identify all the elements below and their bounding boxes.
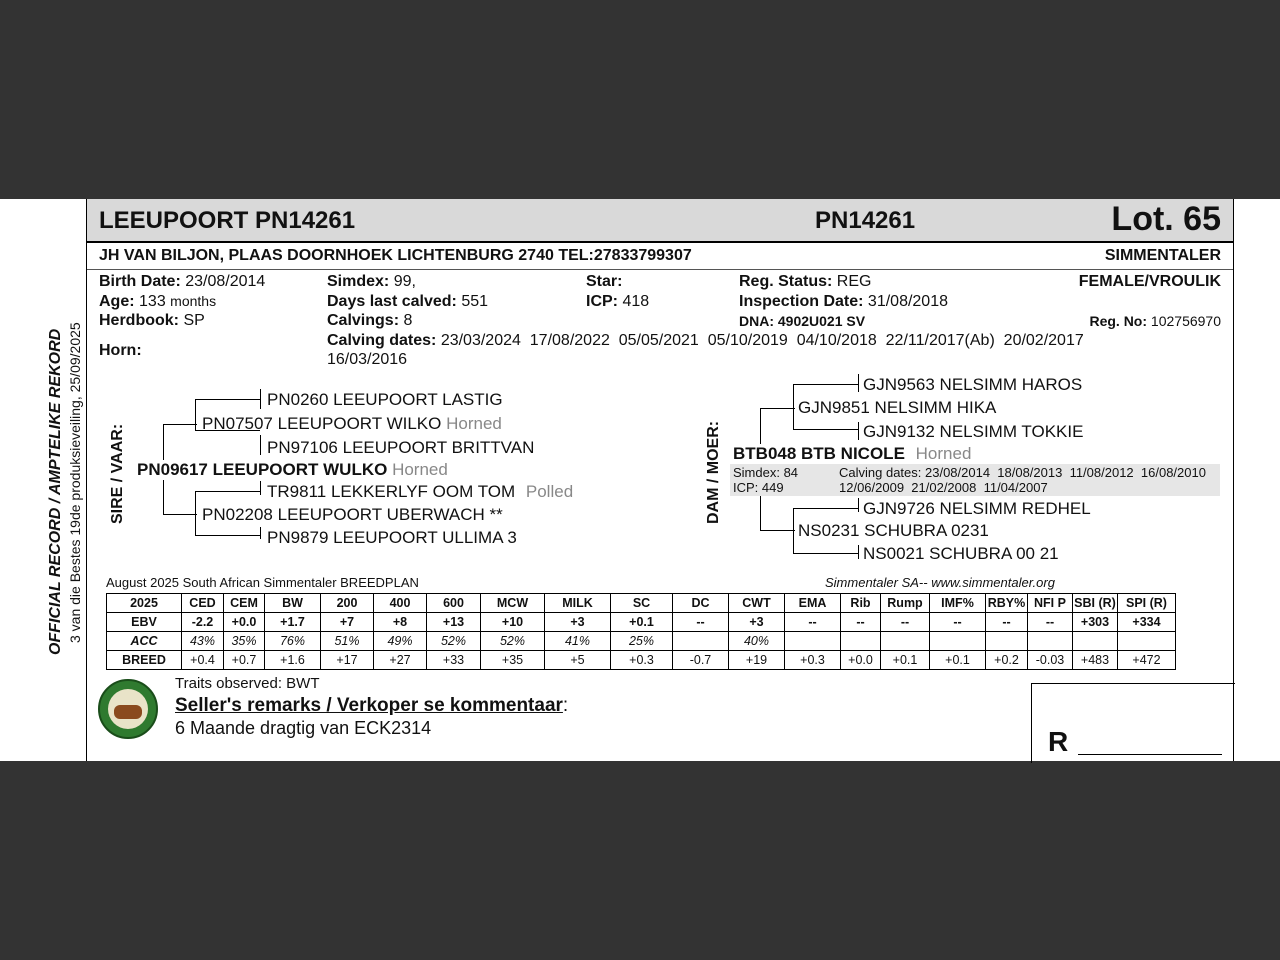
ebv-header-cell: SPI (R) — [1118, 594, 1176, 613]
acc-cell: 76% — [265, 632, 321, 651]
breed-cell: +17 — [321, 651, 374, 670]
ebv-cell: -- — [673, 613, 729, 632]
official-record-label: OFFICIAL RECORD / AMPTELIKE REKORD — [47, 328, 64, 655]
ebv-cell: -- — [881, 613, 930, 632]
acc-cell: 49% — [374, 632, 427, 651]
sire-sire-name: PN07507 LEEUPOORT WILKO — [202, 414, 442, 433]
breed-cell: +0.1 — [881, 651, 930, 670]
sire-dam: PN02208 LEEUPOORT UBERWACH ** — [202, 505, 503, 524]
inspection-value: 31/08/2018 — [867, 293, 948, 310]
ebv-cell: +0.0 — [224, 613, 265, 632]
ebv-header-cell: MCW — [481, 594, 545, 613]
dam-dam: NS0231 SCHUBRA 0231 — [798, 521, 989, 540]
acc-cell — [1118, 632, 1176, 651]
sex-label: FEMALE/VROULIK — [1078, 273, 1221, 290]
ebv-header-cell: MILK — [545, 594, 611, 613]
lot-card — [0, 199, 1280, 761]
ebv-header-row — [107, 594, 1176, 613]
breed-cell: +483 — [1073, 651, 1118, 670]
ebv-cell: +303 — [1073, 613, 1118, 632]
reg-no-label: Reg. No: — [1089, 313, 1148, 329]
calving-dates-label: Calving dates: — [327, 332, 437, 349]
dam — [733, 444, 971, 464]
ebv-cell: +1.7 — [265, 613, 321, 632]
title-bar — [87, 199, 1233, 243]
price-box — [1031, 683, 1235, 763]
dam-label: DAM / MOER: — [705, 420, 722, 524]
sire-sire — [202, 414, 502, 434]
ebv-cell: +334 — [1118, 613, 1176, 632]
herdbook-row — [99, 312, 205, 330]
acc-cell: 35% — [224, 632, 265, 651]
breeder-bar — [87, 243, 1233, 270]
ebv-table — [106, 593, 1176, 670]
dam-dam-sire: GJN9726 NELSIMM REDHEL — [863, 499, 1091, 518]
ebv-header-cell: 2025 — [107, 594, 182, 613]
calvings-row — [327, 312, 412, 330]
ebv-header-cell: SC — [611, 594, 673, 613]
days-calved-value: 551 — [461, 293, 489, 310]
acc-cell — [986, 632, 1028, 651]
dam-note: Horned — [915, 444, 972, 463]
ebv-header-cell: Rib — [841, 594, 881, 613]
ebv-header-cell: CWT — [729, 594, 785, 613]
sire-sire-sire: PN0260 LEEUPOORT LASTIG — [267, 390, 503, 409]
breed-cell: -0.03 — [1028, 651, 1073, 670]
sire-name: PN09617 LEEUPOORT WULKO — [137, 460, 388, 479]
age-unit: months — [170, 293, 217, 309]
calving-dates-continued: 16/03/2016 — [327, 351, 408, 368]
dam-sire: GJN9851 NELSIMM HIKA — [798, 398, 997, 417]
sale-name-label: 3 van die Bestes 19de produksieveiling, 25/09/2025 — [67, 322, 83, 643]
ebv-cell: EBV — [107, 613, 182, 632]
sire — [137, 460, 448, 480]
dam-name: BTB048 BTB NICOLE — [733, 444, 905, 463]
birth-date-row — [99, 273, 265, 291]
days-calved-label: Days last calved: — [327, 293, 457, 310]
breed-cell: +5 — [545, 651, 611, 670]
herdbook-value: SP — [183, 312, 205, 329]
ebv-cell: -- — [986, 613, 1028, 632]
sire-sire-dam: PN97106 LEEUPOORT BRITTVAN — [267, 438, 535, 457]
breed-cell: +27 — [374, 651, 427, 670]
breed-cell: +0.0 — [841, 651, 881, 670]
herdbook-label: Herdbook: — [99, 312, 179, 329]
calving-dates-value: 23/03/2024 17/08/2022 05/05/2021 05/10/2019 04/10/2018 22/11/2017(Ab) 20/02/2017 — [440, 332, 1084, 349]
ebv-header-cell: 400 — [374, 594, 427, 613]
ebv-header-cell: Rump — [881, 594, 930, 613]
ebv-cell: -- — [930, 613, 986, 632]
acc-cell: 41% — [545, 632, 611, 651]
traits-observed: Traits observed: BWT — [175, 675, 320, 692]
acc-cell: 51% — [321, 632, 374, 651]
acc-cell: 40% — [729, 632, 785, 651]
ebv-cell: -- — [841, 613, 881, 632]
sire-label: SIRE / VAAR: — [109, 423, 126, 524]
ebv-header-cell: BW — [265, 594, 321, 613]
star-label: Star: — [586, 273, 623, 290]
acc-cell — [673, 632, 729, 651]
ebv-cell: -- — [1028, 613, 1073, 632]
ebv-cell: +7 — [321, 613, 374, 632]
ebv-header-cell: 600 — [427, 594, 481, 613]
ebv-header-cell: 200 — [321, 594, 374, 613]
acc-cell — [785, 632, 841, 651]
lot-number: Lot. 65 — [1111, 200, 1221, 238]
breed-cell: +35 — [481, 651, 545, 670]
dam-calving-dates-continued: 12/06/2009 21/02/2008 11/04/2007 — [839, 480, 1048, 495]
inspection-label: Inspection Date: — [739, 293, 864, 310]
age-label: Age: — [99, 293, 135, 310]
animal-id: PN14261 — [815, 207, 916, 234]
breeder-info: JH VAN BILJON, PLAAS DOORNHOEK LICHTENBURG 2740 TEL:27833799307 — [99, 247, 692, 264]
icp-row — [586, 293, 649, 311]
breed-cell: +0.3 — [611, 651, 673, 670]
ebv-header-cell: EMA — [785, 594, 841, 613]
breed-cell: +1.6 — [265, 651, 321, 670]
ebv-cell: +13 — [427, 613, 481, 632]
ebv-cell: +8 — [374, 613, 427, 632]
simdex-value: 99, — [393, 273, 416, 290]
acc-cell: ACC — [107, 632, 182, 651]
acc-row — [107, 632, 1176, 651]
ebv-cell: +0.1 — [611, 613, 673, 632]
days-calved-row — [327, 293, 488, 311]
ebv-header-cell: DC — [673, 594, 729, 613]
breed-cell: +0.4 — [182, 651, 224, 670]
ebv-cell: +10 — [481, 613, 545, 632]
price-line[interactable] — [1078, 754, 1222, 755]
breed-cell: BREED — [107, 651, 182, 670]
acc-cell — [930, 632, 986, 651]
sire-dam-dam: PN9879 LEEUPOORT ULLIMA 3 — [267, 528, 517, 547]
dam-sire-dam: GJN9132 NELSIMM TOKKIE — [863, 422, 1084, 441]
sire-note: Horned — [392, 460, 448, 479]
remarks-heading — [175, 695, 568, 717]
breed-row — [107, 651, 1176, 670]
breed-cell: +472 — [1118, 651, 1176, 670]
reg-status-row — [739, 273, 871, 291]
icp-value: 418 — [622, 293, 650, 310]
acc-cell: 43% — [182, 632, 224, 651]
simmentaler-logo — [98, 679, 158, 739]
breed-cell: +0.3 — [785, 651, 841, 670]
age-row — [99, 293, 216, 311]
age-value: 133 — [139, 293, 166, 310]
animal-name: LEEUPOORT PN14261 — [99, 207, 356, 234]
ebv-cell: -2.2 — [182, 613, 224, 632]
acc-cell: 52% — [427, 632, 481, 651]
ebv-row — [107, 613, 1176, 632]
dam-sire-sire: GJN9563 NELSIMM HAROS — [863, 375, 1083, 394]
reg-status-value: REG — [836, 273, 872, 290]
ebv-header-cell: SBI (R) — [1073, 594, 1118, 613]
breed-cell: +0.1 — [930, 651, 986, 670]
dna-code: DNA: 4902U021 SV — [739, 313, 866, 329]
simdex-label: Simdex: — [327, 273, 390, 290]
acc-cell — [841, 632, 881, 651]
horn-label: Horn: — [99, 342, 142, 359]
calvings-value: 8 — [403, 312, 413, 329]
dam-dam-dam: NS0021 SCHUBRA 00 21 — [863, 544, 1059, 563]
dam-icp: ICP: 449 — [733, 480, 784, 495]
ebv-header-cell: CEM — [224, 594, 265, 613]
dam-calving-dates: Calving dates: 23/08/2014 18/08/2013 11/08/2012 16/08/2010 — [839, 465, 1206, 480]
reg-status-label: Reg. Status: — [739, 273, 833, 290]
breed-cell: +0.7 — [224, 651, 265, 670]
breed-cell: -0.7 — [673, 651, 729, 670]
inspection-row — [739, 293, 948, 311]
sire-dam-sire — [267, 482, 573, 502]
remarks-label: Seller's remarks / Verkoper se kommentaar — [175, 695, 563, 716]
breedplan-website: Simmentaler SA-- www.simmentaler.org — [825, 575, 1055, 590]
ebv-cell: -- — [785, 613, 841, 632]
birth-date-value: 23/08/2014 — [185, 273, 266, 290]
birth-date-label: Birth Date: — [99, 273, 181, 290]
acc-cell — [1028, 632, 1073, 651]
price-prefix: R — [1048, 726, 1069, 757]
seller-remarks: 6 Maande dragtig van ECK2314 — [175, 718, 432, 738]
record-frame — [86, 199, 1234, 761]
reg-no-row — [1089, 313, 1221, 329]
calving-dates-row — [327, 332, 1084, 350]
sire-dam-sire-name: TR9811 LEKKERLYF OOM TOM — [267, 482, 516, 501]
ebv-cell: +3 — [545, 613, 611, 632]
remarks-colon: : — [562, 695, 569, 716]
ebv-header-cell: CED — [182, 594, 224, 613]
side-margin — [0, 199, 86, 761]
acc-cell: 52% — [481, 632, 545, 651]
acc-cell — [881, 632, 930, 651]
dam-simdex: Simdex: 84 — [733, 465, 799, 480]
acc-cell — [1073, 632, 1118, 651]
breed-cell: +0.2 — [986, 651, 1028, 670]
ebv-header-cell: RBY% — [986, 594, 1028, 613]
breed-cell: +33 — [427, 651, 481, 670]
breed-cell: +19 — [729, 651, 785, 670]
sire-sire-note: Horned — [446, 414, 502, 433]
breed-name: SIMMENTALER — [1104, 247, 1221, 264]
breedplan-caption: August 2025 South African Simmentaler BREEDPLAN — [106, 575, 419, 590]
simdex-row — [327, 273, 416, 291]
ebv-header-cell: NFI P — [1028, 594, 1073, 613]
ebv-cell: +3 — [729, 613, 785, 632]
calvings-label: Calvings: — [327, 312, 400, 329]
reg-no-value: 102756970 — [1150, 313, 1221, 329]
sire-dam-sire-note: Polled — [525, 482, 574, 501]
ebv-header-cell: IMF% — [930, 594, 986, 613]
acc-cell: 25% — [611, 632, 673, 651]
icp-label: ICP: — [586, 293, 618, 310]
